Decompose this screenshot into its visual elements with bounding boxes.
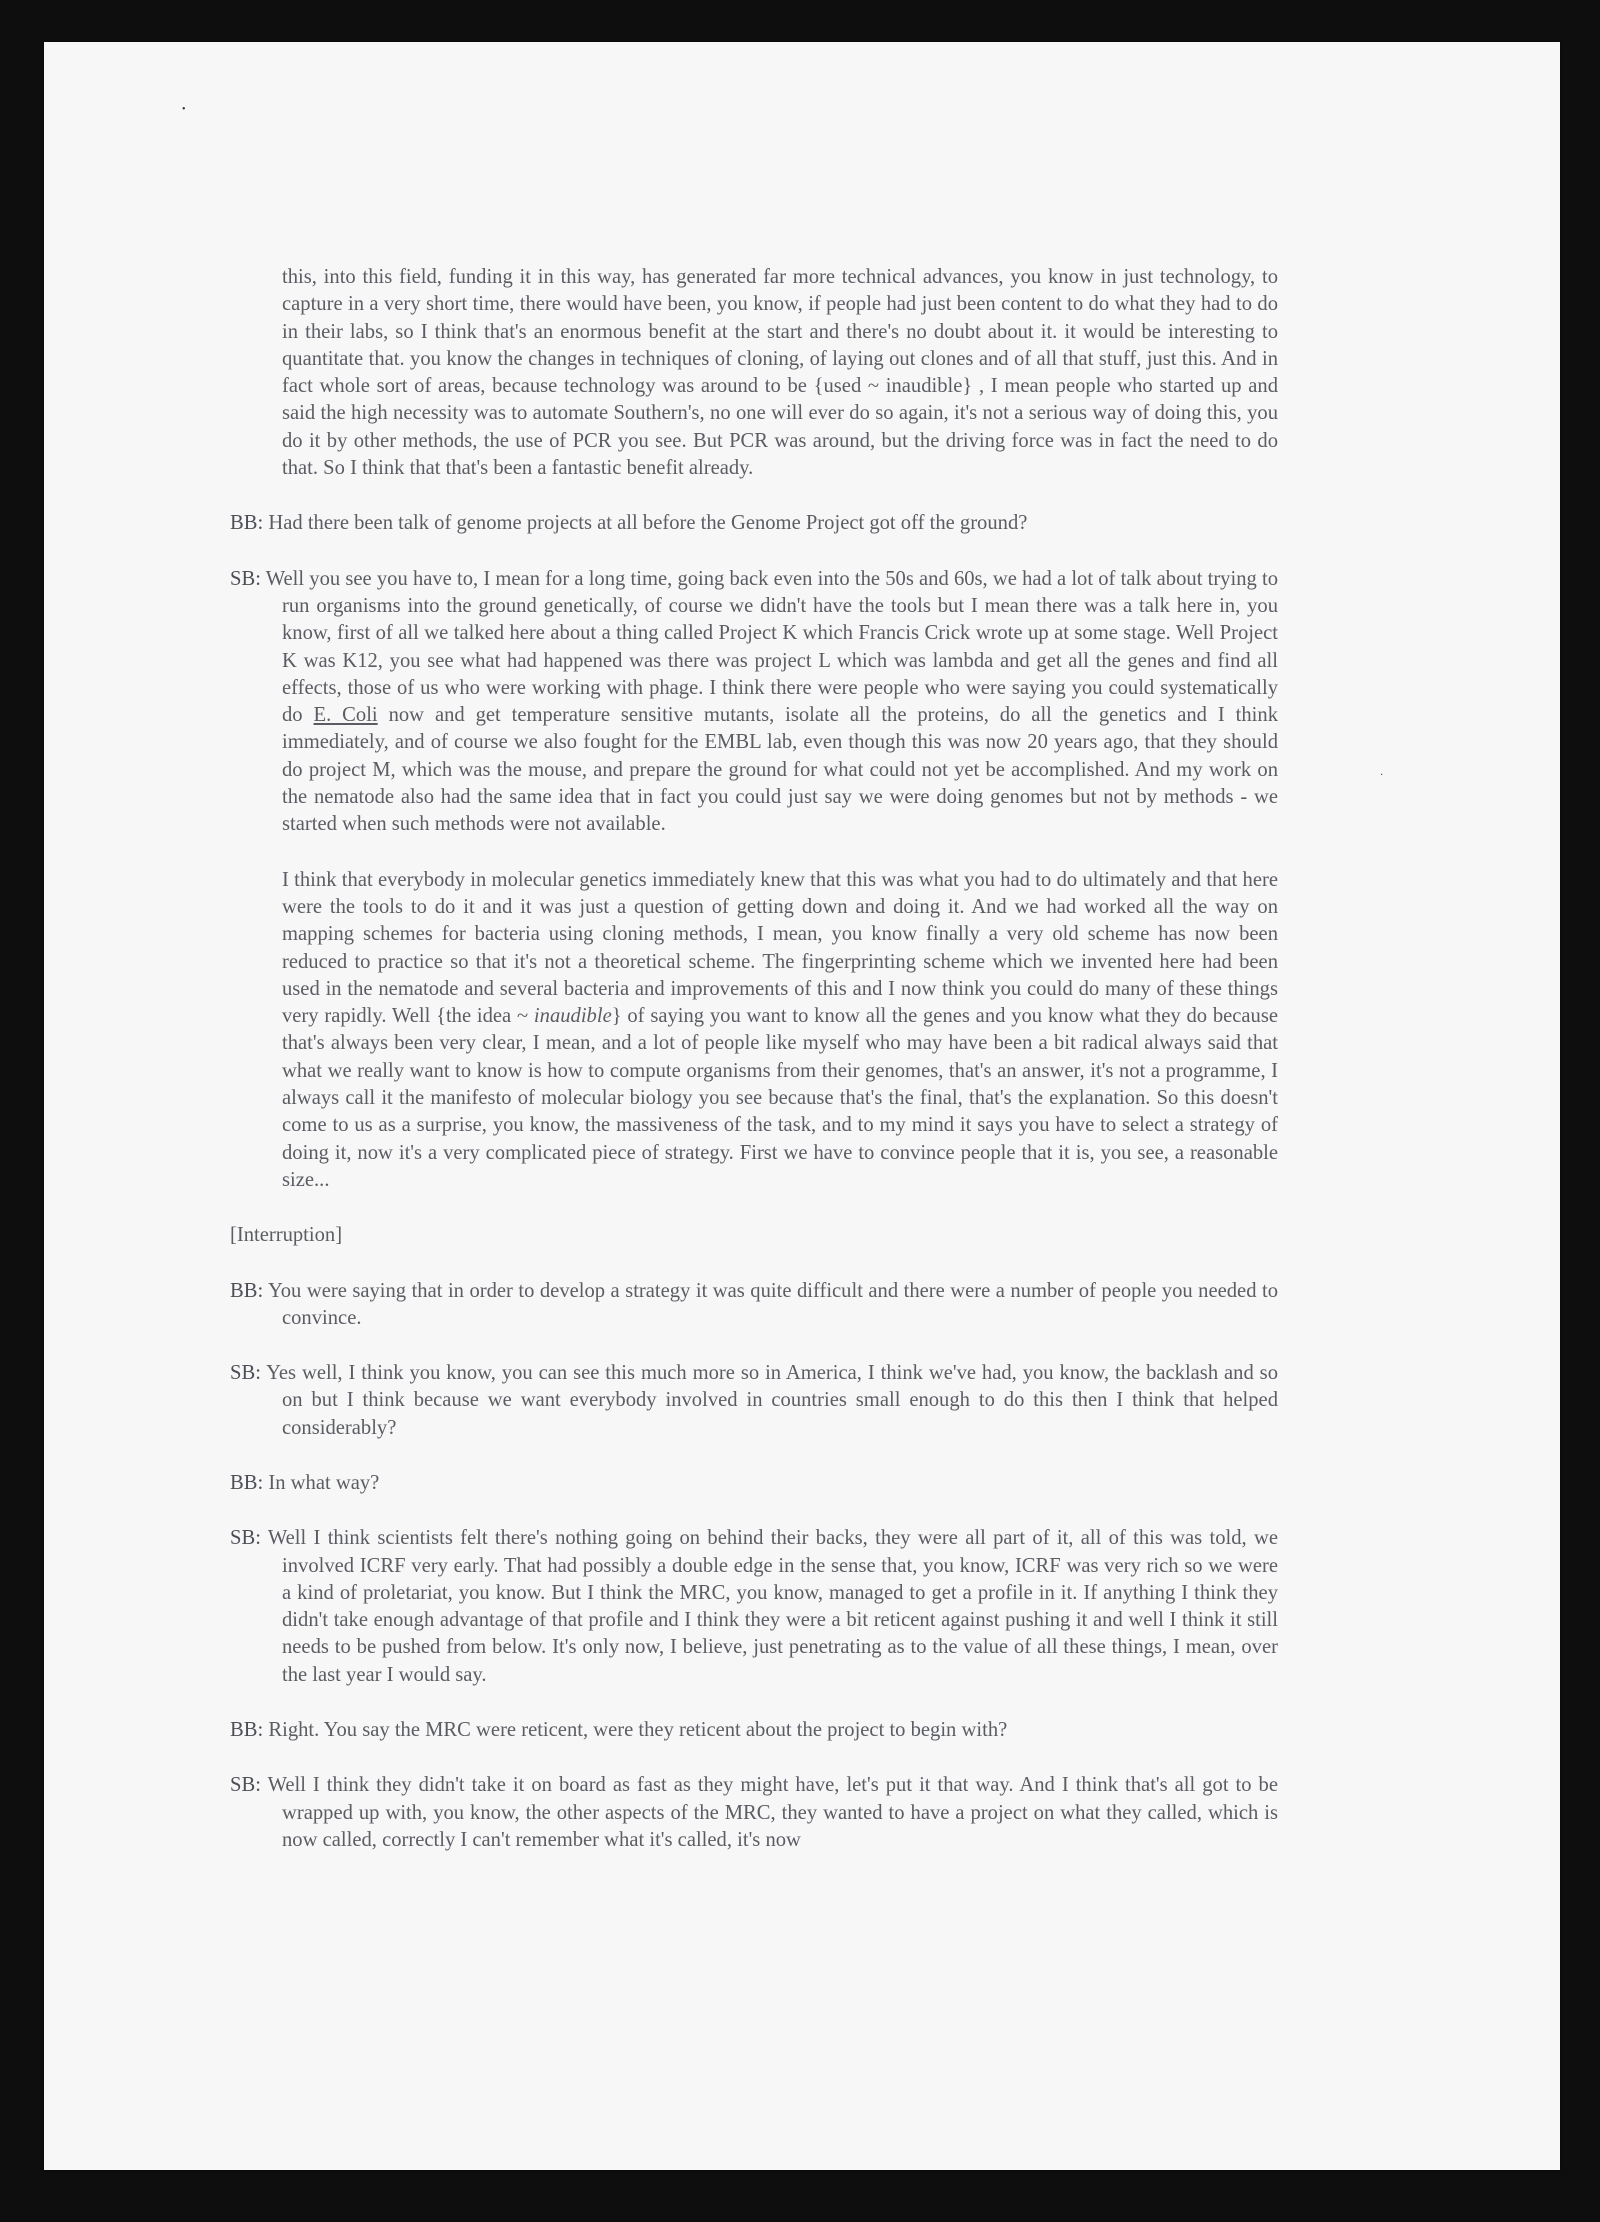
interruption-note: [Interruption] bbox=[230, 1224, 343, 1247]
stray-mark: · bbox=[1380, 770, 1384, 781]
turn-text: Had there been talk of genome projects at all before the Genome Project got off the ground? bbox=[268, 512, 1028, 535]
turn-text: } of saying you want to know all the genes and you know what they do because that's always been very clear, I mean, and a lot of people like myself who may have been a bit radical always said that what we really want to know is how to compute organisms from their genomes, that's an answer, it's not a programme, I always call it the manifesto of molecular biology you see because that's the final, that's the explanation. So this doesn't come to us as a surprise, you know, the massiveness of the task, and to my mind it says you have to select a strategy of doing it, now it's a very complicated piece of strategy. First we have to convince people that it is, you see, a reasonable size... bbox=[282, 1005, 1278, 1191]
turn-sb-2 bbox=[230, 1360, 1278, 1442]
stray-mark: • bbox=[182, 104, 186, 115]
transcript-body bbox=[230, 264, 1278, 1854]
speaker-label: SB: bbox=[230, 1527, 261, 1550]
turn-bb-4 bbox=[230, 1717, 1278, 1744]
speaker-label: BB: bbox=[230, 1719, 264, 1742]
turn-bb-3 bbox=[230, 1470, 1278, 1497]
turn-text: Well I think they didn't take it on board as fast as they might have, let's put it that way. And I think that's all got to be wrapped up with, you know, the other aspects of the MRC, they wanted to have a project on what they called, which is now called, correctly I can't remember what it's called, it's now bbox=[267, 1774, 1278, 1851]
speaker-label: SB: bbox=[230, 1774, 261, 1797]
underlined-term: E. Coli bbox=[313, 704, 378, 727]
turn-text: In what way? bbox=[268, 1471, 380, 1494]
turn-text: now and get temperature sensitive mutants, isolate all the proteins, do all the genetics and I think immediately, and of course we also fought for the EMBL lab, even though this was now 20 years ago, that they should do project M, which was the mouse, and prepare the ground for what could not yet be accomplished. And my work on the nematode also had the same idea that in fact you could just say we were doing genomes but not by methods - we started when such methods were not available. bbox=[282, 704, 1278, 836]
turn-text: Yes well, I think you know, you can see this much more so in America, I think we've had, you know, the backlash and so on but I think because we want everybody involved in countries small enough to do this then I think that helped considerably? bbox=[266, 1362, 1278, 1439]
turn-bb-1 bbox=[230, 510, 1278, 537]
turn-sb-3 bbox=[230, 1525, 1278, 1689]
turn-text: Well you see you have to, I mean for a long time, going back even into the 50s and 60s, we had a lot of talk about trying to run organisms into the ground genetically, of course we didn't have the tools but I mean there was a talk here in, you know, first of all we talked here about a thing called Project K which Francis Crick wrote up at some stage. Well Project K was K12, you see what had happened was there was project L which was lambda and get all the genes and find all effects, those of us who were working with phage. I think there were people who were saying you could systematically do bbox=[265, 567, 1279, 727]
speaker-label: BB: bbox=[230, 1279, 264, 1302]
turn-bb-2 bbox=[230, 1278, 1278, 1333]
speaker-label: SB: bbox=[230, 567, 261, 590]
speaker-label: SB: bbox=[230, 1362, 261, 1385]
speaker-label: BB: bbox=[230, 512, 264, 535]
turn-text: I think that everybody in molecular genetics immediately knew that this was what you had to do ultimately and that here were the tools to do it and it was just a question of getting down and doing it. And we had worked all the way on mapping schemes for bacteria using cloning methods, I mean, you know finally a very old scheme has now been reduced to practice so that it's not a theoretical scheme. The fingerprinting scheme which we invented here had been used in the nematode and several bacteria and improvements of this and I now think you could do many of these things very rapidly. Well {the idea ~ bbox=[282, 868, 1278, 1028]
turn-text: You were saying that in order to develop a strategy it was quite difficult and there were a number of people you needed to convince. bbox=[267, 1279, 1278, 1329]
speaker-label: BB: bbox=[230, 1471, 264, 1494]
opening-paragraph: this, into this field, funding it in this way, has generated far more technical advances, you know in just technology, to capture in a very short time, there would have been, you know, if people had just been content to do what they had to do in their labs, so I think that's an enormous benefit at the start and there's no doubt about it. it would be interesting to quantitate that. you know the changes in techniques of cloning, of laying out clones and of all that stuff, just this. And in fact whole sort of areas, because technology was around to be {used ~ inaudible} , I mean people who started up and said the high necessity was to automate Southern's, no one will ever do so again, it's not a serious way of doing this, you do it by other methods, the use of PCR you see. But PCR was around, but the driving force was in fact the need to do that. So I think that that's been a fantastic benefit already. bbox=[282, 266, 1278, 480]
turn-sb-1 bbox=[230, 566, 1278, 839]
turn-sb-1-continued bbox=[282, 867, 1278, 1195]
inaudible-note: inaudible bbox=[533, 1005, 612, 1028]
turn-sb-4 bbox=[230, 1772, 1278, 1854]
turn-text: Right. You say the MRC were reticent, were they reticent about the project to begin with? bbox=[268, 1719, 1008, 1742]
turn-text: Well I think scientists felt there's nothing going on behind their backs, they were all part of it, all of this was told, we involved ICRF very early. That had possibly a double edge in the sense that, you know, ICRF was very rich so we were a kind of proletariat, you know. But I think the MRC, you know, managed to get a profile in it. If anything I think they didn't take enough advantage of that profile and I think they were a bit reticent against pushing it and well I think it still needs to be pushed from below. It's only now, I believe, just penetrating as to the value of all these things, I mean, over the last year I would say. bbox=[267, 1527, 1278, 1686]
